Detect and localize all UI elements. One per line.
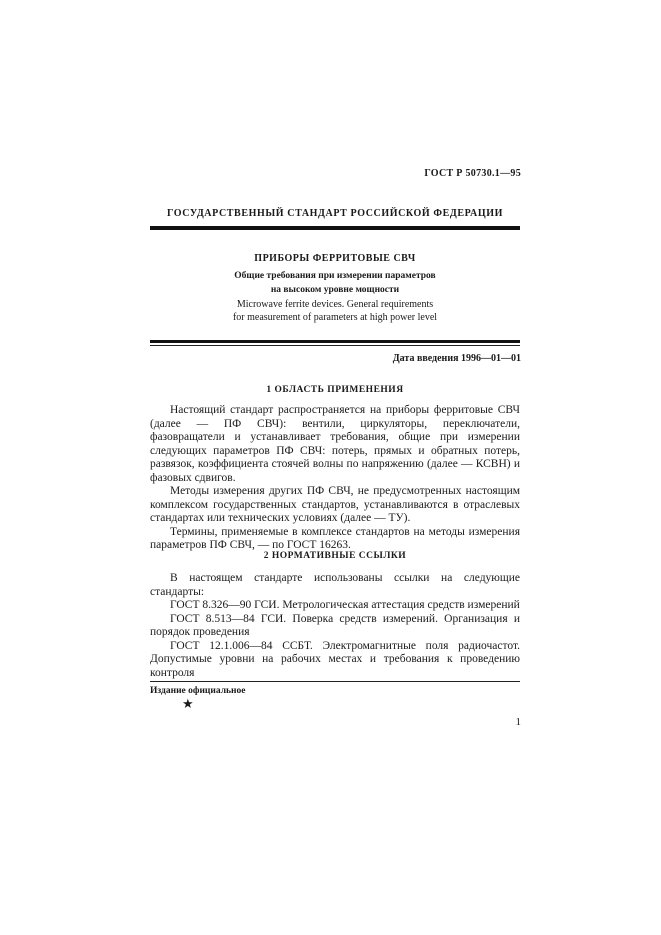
subtitle-line-2: на высоком уровне мощности: [270, 285, 400, 295]
section-2-body: [150, 572, 520, 680]
section-2-paragraph: ГОСТ 12.1.006—84 ССБТ. Электромагнитные поля радиочастот. Допустимые уровни на рабочих местах и требования к проведению контроля: [150, 639, 520, 679]
document-number: ГОСТ Р 50730.1—95: [424, 168, 521, 179]
page-number: 1: [515, 716, 521, 728]
official-edition-label: Издание официальное: [150, 686, 246, 696]
title-rule-thin: [150, 345, 520, 346]
standard-header: ГОСУДАРСТВЕННЫЙ СТАНДАРТ РОССИЙСКОЙ ФЕДЕРАЦИИ: [167, 208, 503, 219]
section-1-paragraph: Термины, применяемые в комплексе стандартов на методы измерения параметров ПФ СВЧ, — по ГОСТ 16263.: [150, 525, 520, 551]
section-2-paragraph: ГОСТ 8.513—84 ГСИ. Поверка средств измерений. Организация и порядок проведения: [150, 612, 520, 638]
header-rule: [150, 226, 520, 230]
section-1-title: 1 ОБЛАСТЬ ПРИМЕНЕНИЯ: [266, 385, 404, 395]
introduction-date: Дата введения 1996—01—01: [392, 353, 521, 364]
english-title-line-2: for measurement of parameters at high power level: [232, 312, 438, 323]
section-2-paragraph: ГОСТ 8.326—90 ГСИ. Метрологическая аттестация средств измерений: [170, 599, 520, 611]
english-title-line-1: Microwave ferrite devices. General requirements: [236, 299, 434, 310]
section-2-paragraph: В настоящем стандарте использованы ссылки на следующие стандарты:: [150, 572, 520, 598]
section-2-title: 2 НОРМАТИВНЫЕ ССЫЛКИ: [263, 551, 407, 561]
section-1-body: [150, 404, 520, 553]
section-1-paragraph: Настоящий стандарт распространяется на приборы ферритовые СВЧ (далее — ПФ СВЧ): вентили, циркуляторы, переключатели, фазовращатели и устанавливает требования, общие при измерении следующих параметров ПФ СВЧ: потерь, прямых и обратных потерь, развязок, коэффициента стоячей волны по напряжению (далее — КСВН) и фазовых сдвигов.: [150, 404, 520, 484]
title-rule-thick: [150, 340, 520, 343]
title-block: [150, 252, 520, 324]
footer-rule: [150, 681, 520, 682]
star-icon: ★: [182, 697, 194, 712]
document-title: ПРИБОРЫ ФЕРРИТОВЫЕ СВЧ: [254, 253, 416, 264]
subtitle-line-1: Общие требования при измерении параметров: [234, 271, 436, 281]
section-1-paragraph: Методы измерения других ПФ СВЧ, не предусмотренных настоящим комплексом государственных стандартов, устанавливаются в отраслевых стандартах или технических условиях (далее — ТУ).: [150, 485, 520, 524]
